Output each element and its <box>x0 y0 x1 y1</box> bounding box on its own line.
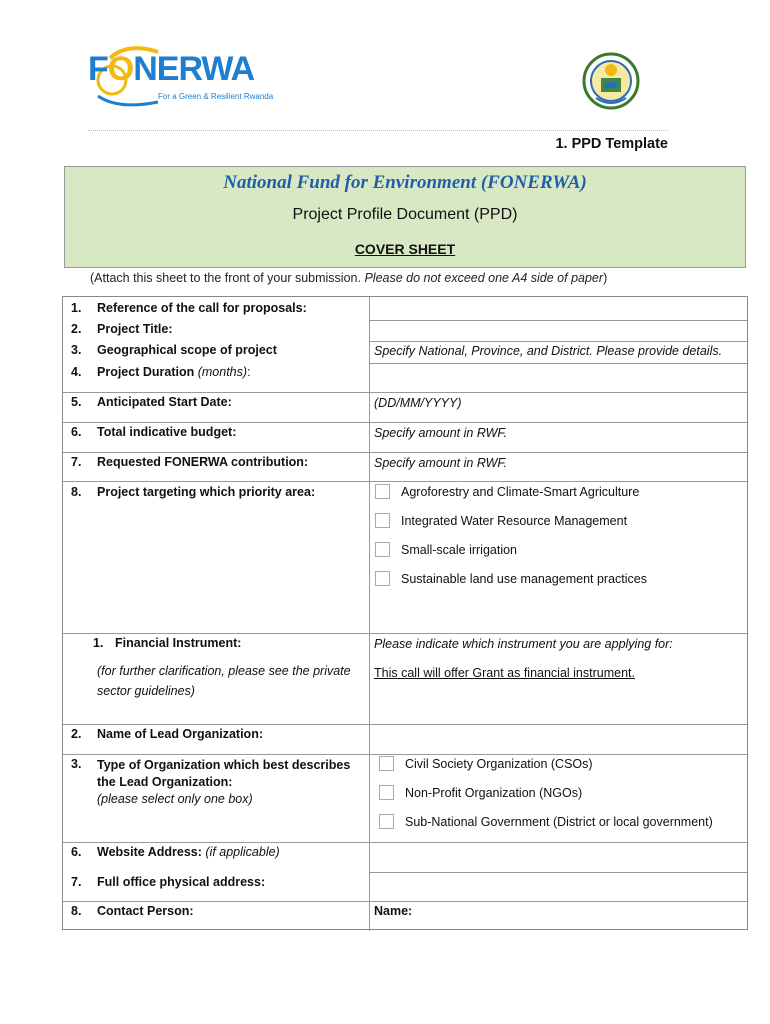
row-line <box>369 341 747 342</box>
row-number: 8. <box>71 485 82 499</box>
priority-option-label: Integrated Water Resource Management <box>401 514 628 528</box>
cover-header <box>64 166 746 268</box>
financial-instrument-label: Financial Instrument: <box>115 636 242 650</box>
header-divider <box>88 130 668 131</box>
contact-name-label[interactable]: Name: <box>374 904 413 918</box>
row-line <box>63 481 747 482</box>
row-line <box>63 754 747 755</box>
priority-option-label: Sustainable land use management practices <box>401 572 647 586</box>
org-checkbox-subnational[interactable] <box>379 814 394 829</box>
row-number: 7. <box>71 455 82 469</box>
priority-checkbox-land-use[interactable] <box>375 571 390 586</box>
org-checkbox-cso[interactable] <box>379 756 394 771</box>
lead-organization-field[interactable] <box>370 725 747 754</box>
priority-option-label: Small-scale irrigation <box>401 543 518 557</box>
org-option-label: Non-Profit Organization (NGOs) <box>405 786 583 800</box>
row-number: 6. <box>71 425 82 439</box>
start-date-label: Anticipated Start Date: <box>97 395 232 409</box>
row-number: 3. <box>71 757 82 771</box>
financial-instrument-value: This call will offer Grant as financial instrument. <box>374 666 635 680</box>
lead-organization-label: Name of Lead Organization: <box>97 727 263 741</box>
template-label: 1. PPD Template <box>555 136 668 152</box>
geographical-scope-field[interactable]: Specify National, Province, and District. Please provide details. <box>374 344 723 358</box>
reference-call-field[interactable] <box>370 297 747 320</box>
row-number: 1. <box>71 301 82 315</box>
priority-checkbox-irrigation[interactable] <box>375 542 390 557</box>
priority-checkbox-water[interactable] <box>375 513 390 528</box>
project-duration-label: Project Duration (months): <box>97 365 251 379</box>
row-line <box>63 452 747 453</box>
org-checkbox-ngo[interactable] <box>379 785 394 800</box>
reference-call-label: Reference of the call for proposals: <box>97 301 307 315</box>
logo-tagline: For a Green & Resilient Rwanda <box>158 92 274 101</box>
row-number: 4. <box>71 365 82 379</box>
row-number: 6. <box>71 845 82 859</box>
org-option-label: Civil Society Organization (CSOs) <box>405 757 593 771</box>
seal-icon <box>582 50 640 112</box>
row-number: 8. <box>71 904 82 918</box>
financial-instrument-note: (for further clarification, please see the private sector guidelines) <box>97 664 351 698</box>
national-seal <box>582 50 640 112</box>
row-line <box>63 392 747 393</box>
project-title-label: Project Title: <box>97 322 173 336</box>
fund-title: National Fund for Environment (FONERWA) <box>223 172 587 193</box>
row-number: 1. <box>93 636 104 650</box>
row-line <box>63 901 747 902</box>
instruction-text: (Attach this sheet to the front of your submission. Please do not exceed one A4 side of paper) <box>90 271 608 285</box>
fonerwa-contribution-label: Requested FONERWA contribution: <box>97 455 309 469</box>
website-label: Website Address: (if applicable) <box>97 845 280 859</box>
priority-checkbox-agroforestry[interactable] <box>375 484 390 499</box>
cover-form-table <box>62 296 748 930</box>
org-option-label: Sub-National Government (District or local government) <box>405 815 713 829</box>
row-number: 2. <box>71 727 82 741</box>
logo-wordmark: FONERWA <box>88 50 255 88</box>
fonerwa-contribution-field[interactable]: Specify amount in RWF. <box>374 456 507 470</box>
row-line <box>63 633 747 634</box>
row-number: 3. <box>71 343 82 357</box>
total-budget-label: Total indicative budget: <box>97 425 237 439</box>
organization-type-label: Type of Organization which best describes the Lead Organization: <box>97 758 351 789</box>
total-budget-field[interactable]: Specify amount in RWF. <box>374 426 507 440</box>
fonerwa-logo <box>88 44 288 110</box>
website-field[interactable] <box>370 843 747 872</box>
start-date-field[interactable]: (DD/MM/YYYY) <box>374 396 462 410</box>
project-duration-field[interactable] <box>370 364 747 392</box>
row-number: 7. <box>71 875 82 889</box>
financial-instrument-prompt: Please indicate which instrument you are applying for: <box>374 637 673 651</box>
project-title-field[interactable] <box>370 321 747 341</box>
row-line <box>63 422 747 423</box>
cover-sheet-title: COVER SHEET <box>354 241 456 257</box>
organization-type-note: (please select only one box) <box>97 792 253 806</box>
office-address-field[interactable] <box>370 873 747 901</box>
row-number: 2. <box>71 322 82 336</box>
office-address-label: Full office physical address: <box>97 875 266 889</box>
document-title: Project Profile Document (PPD) <box>292 206 518 223</box>
row-number: 5. <box>71 395 82 409</box>
geographical-scope-label: Geographical scope of project <box>97 343 277 357</box>
contact-person-label: Contact Person: <box>97 904 194 918</box>
priority-area-label: Project targeting which priority area: <box>97 485 316 499</box>
priority-option-label: Agroforestry and Climate-Smart Agriculture <box>401 485 640 499</box>
